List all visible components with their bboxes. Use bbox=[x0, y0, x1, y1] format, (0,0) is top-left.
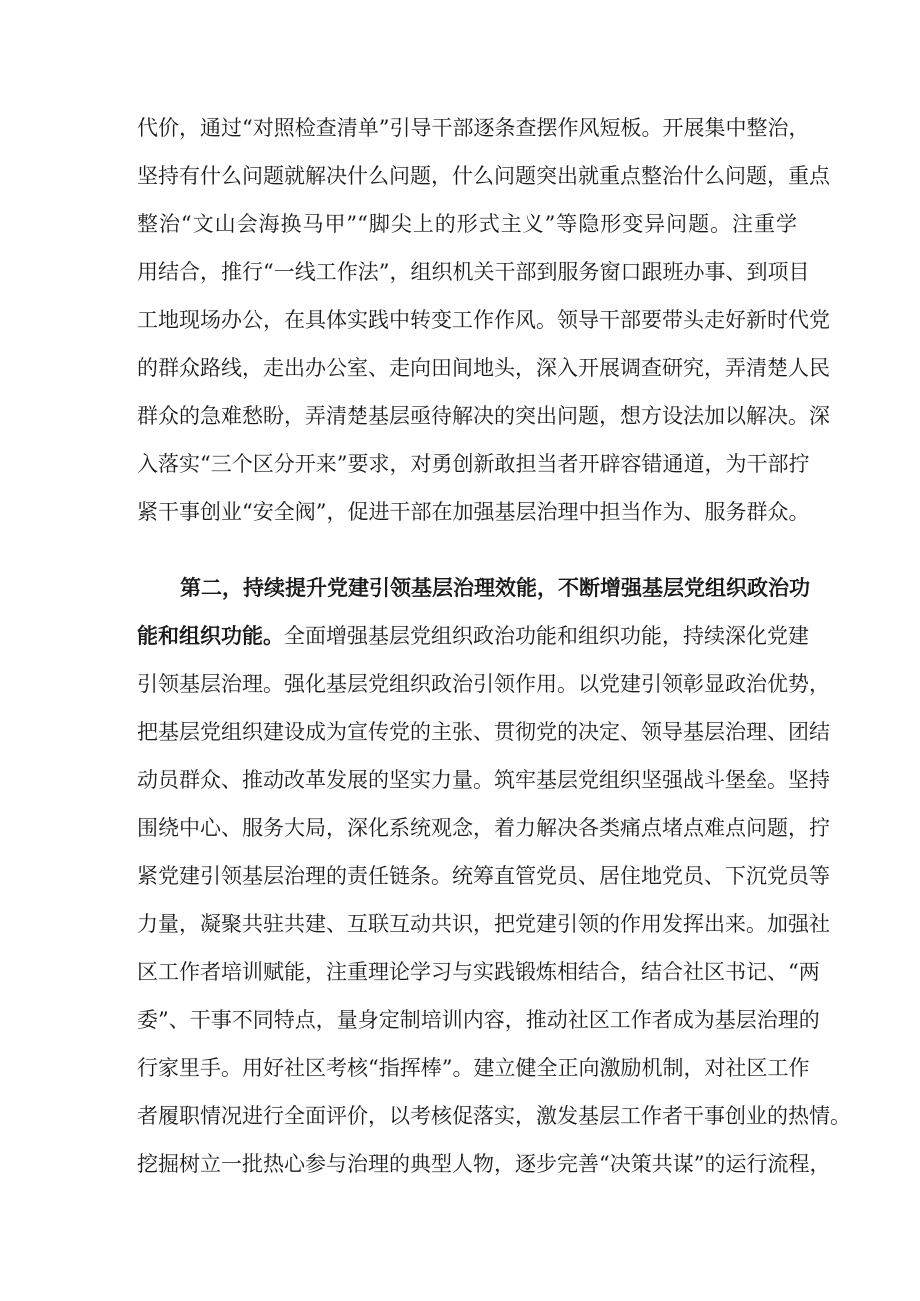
text-line: 紧干事创业“安全阀”，促进干部在加强基层治理中担当作为、服务群众。 bbox=[137, 500, 810, 524]
text-line: 用结合，推行“一线工作法”，组织机关干部到服务窗口跟班办事、到项目 bbox=[137, 260, 810, 284]
text-line: 工地现场办公，在具体实践中转变工作作风。领导干部要带头走好新时代党 bbox=[137, 308, 830, 332]
section-heading-end: 能和组织功能。 bbox=[137, 623, 284, 648]
text-line: 紧党建引领基层治理的责任链条。统筹直管党员、居住地党员、下沉党员等 bbox=[137, 864, 830, 888]
text-line: 整治“文山会海换马甲”“脚尖上的形式主义”等隐形变异问题。注重学 bbox=[137, 212, 797, 236]
text-line: 行家里手。用好社区考核“指挥棒”。建立健全正向激励机制，对社区工作 bbox=[137, 1056, 810, 1080]
text-span: 全面增强基层党组织政治功能和组织功能，持续深化党建 bbox=[284, 624, 809, 648]
text-line: 挖掘树立一批热心参与治理的典型人物，逐步完善“决策共谋”的运行流程， bbox=[137, 1152, 831, 1176]
text-line: 区工作者培训赋能，注重理论学习与实践锻炼相结合，结合社区书记、“两 bbox=[137, 960, 820, 984]
text-line: 把基层党组织建设成为宣传党的主张、贯彻党的决定、领导基层治理、团结 bbox=[137, 720, 830, 744]
text-line: 的群众路线，走出办公室、走向田间地头，深入开展调查研究，弄清楚人民 bbox=[137, 356, 830, 380]
text-line: 入落实“三个区分开来”要求，对勇创新敢担当者开辟容错通道，为干部拧 bbox=[137, 452, 810, 476]
text-line: 力量，凝聚共驻共建、互联互动共识，把党建引领的作用发挥出来。加强社 bbox=[137, 912, 830, 936]
section-heading: 第二，持续提升党建引领基层治理效能，不断增强基层党组织政治功 bbox=[180, 575, 810, 600]
text-line: 代价，通过“对照检查清单”引导干部逐条查摆作风短板。开展集中整治， bbox=[137, 116, 810, 140]
text-line: 者履职情况进行全面评价，以考核促落实，激发基层工作者干事创业的热情。 bbox=[137, 1104, 851, 1128]
text-line: 坚持有什么问题就解决什么问题，什么问题突出就重点整治什么问题，重点 bbox=[137, 164, 830, 188]
text-line: 动员群众、推动改革发展的坚实力量。筑牢基层党组织坚强战斗堡垒。坚持 bbox=[137, 768, 830, 792]
text-line bbox=[137, 616, 809, 656]
text-line: 围绕中心、服务大局，深化系统观念，着力解决各类痛点堵点难点问题，拧 bbox=[137, 816, 830, 840]
text-line: 引领基层治理。强化基层党组织政治引领作用。以党建引领彰显政治优势， bbox=[137, 672, 830, 696]
text-line: 群众的急难愁盼，弄清楚基层亟待解决的突出问题，想方设法加以解决。深 bbox=[137, 404, 830, 428]
text-line: 委”、干事不同特点，量身定制培训内容，推动社区工作者成为基层治理的 bbox=[137, 1008, 820, 1032]
